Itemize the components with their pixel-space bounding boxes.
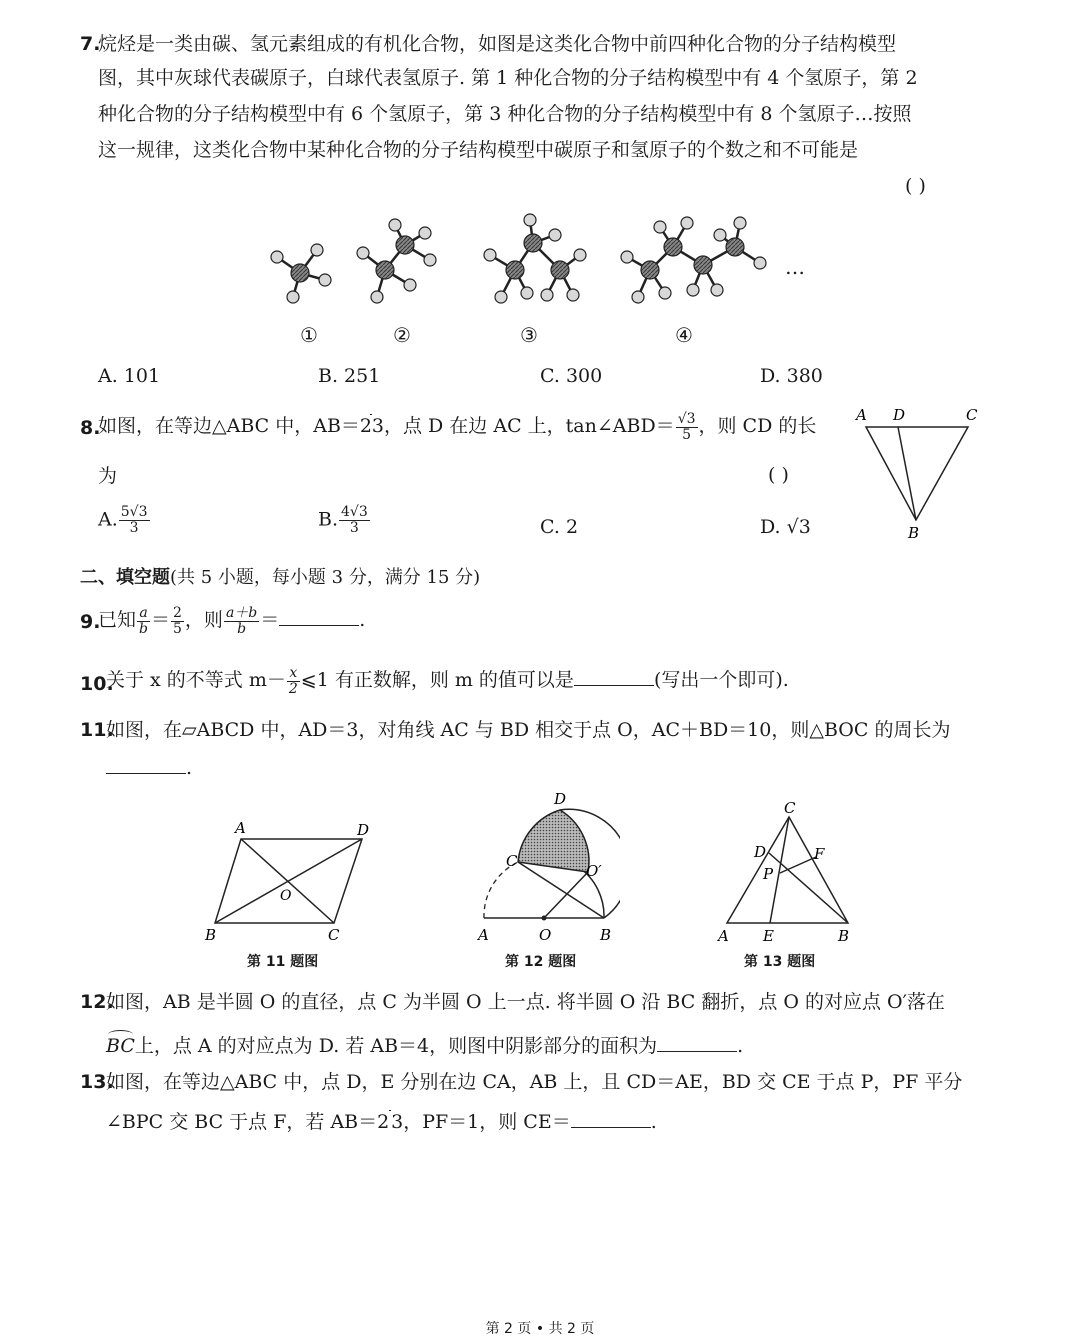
molecule-label-1: ① xyxy=(300,323,318,347)
q8-option-c: C. 2 xyxy=(540,516,579,538)
svg-text:D: D xyxy=(357,821,370,839)
svg-text:B: B xyxy=(600,926,612,944)
fig13-caption: 第 13 题图 xyxy=(744,954,816,970)
q13-number: 13. xyxy=(80,1071,114,1093)
molecule-label-3: ③ xyxy=(520,323,538,347)
q11-line-1: 如图，在▱ABCD 中，AD＝3，对角线 AC 与 BD 相交于点 O，AC＋BD＝10，则△BOC 的周长为 xyxy=(106,719,951,741)
q12-arc-bc: BC xyxy=(106,1035,135,1057)
q7-line-1: 烷烃是一类由碳、氢元素组成的有机化合物，如图是这类化合物中前四种化合物的分子结构模型 xyxy=(98,33,897,55)
q11-line-2: . xyxy=(106,752,192,784)
q8-tan-fraction: $\frac{√3}{5}$ xyxy=(677,410,696,443)
q10-line: 关于 x 的不等式 m－ $\frac{x}{2}$ ⩽1 有正数解，则 m 的值可以是 (写出一个即可). xyxy=(106,664,789,697)
svg-text:A: A xyxy=(718,927,729,945)
molecule-models-figure xyxy=(255,205,815,320)
q8-option-a: A. $\frac{5√3}{3}$ xyxy=(98,504,148,536)
molecule-label-2: ② xyxy=(393,323,411,347)
q12-answer-blank[interactable] xyxy=(657,1033,737,1052)
svg-text:E: E xyxy=(763,927,774,945)
svg-text:A: A xyxy=(478,926,489,944)
fig11-parallelogram xyxy=(195,815,380,945)
svg-text:O: O xyxy=(539,926,552,944)
q8-number: 8. xyxy=(80,417,101,439)
svg-text:C: C xyxy=(506,852,518,870)
q8-label-c: C xyxy=(966,406,978,424)
q7-line-3: 种化合物的分子结构模型中有 6 个氢原子，第 3 种化合物的分子结构模型中有 8 个氢原子…按照 xyxy=(98,103,912,125)
molecule-ellipsis: … xyxy=(785,255,805,279)
svg-text:C: C xyxy=(328,926,340,944)
page-footer: 第 2 页 • 共 2 页 xyxy=(485,1321,595,1337)
svg-text:B: B xyxy=(205,926,217,944)
svg-text:F: F xyxy=(814,845,825,863)
fig12-caption: 第 12 题图 xyxy=(505,954,577,970)
q7-number: 7. xyxy=(80,33,101,55)
q8-label-a: A xyxy=(856,406,867,424)
q7-option-a: A. 101 xyxy=(98,365,161,387)
q8-option-b: B. $\frac{4√3}{3}$ xyxy=(318,504,368,536)
svg-text:D: D xyxy=(554,790,567,808)
fig11-caption: 第 11 题图 xyxy=(247,954,319,970)
svg-text:O′: O′ xyxy=(586,862,602,880)
q13-line-2: ∠BPC 交 BC 于点 F，若 AB＝2 3，PF＝1，则 CE＝ . xyxy=(106,1111,657,1133)
q9-answer-blank[interactable] xyxy=(279,607,359,626)
q13-line-1: 如图，在等边△ABC 中，点 D，E 分别在边 CA，AB 上，且 CD＝AE，BD 交 CE 于点 P，PF 平分 xyxy=(106,1071,963,1093)
q7-answer-paren: ( ) xyxy=(905,175,926,197)
section-2-heading: 二、填空题(共 5 小题，每小题 3 分，满分 15 分) xyxy=(80,567,481,588)
q13-answer-blank[interactable] xyxy=(571,1109,651,1128)
q8-triangle-figure xyxy=(850,402,990,547)
q8-line-2: 为 xyxy=(98,465,118,487)
q10-answer-blank[interactable] xyxy=(574,667,654,686)
q12-line-1: 如图，AB 是半圆 O 的直径，点 C 为半圆 O 上一点. 将半圆 O 沿 BC 翻折，点 O 的对应点 O′落在 xyxy=(106,991,945,1013)
fig12-semicircle xyxy=(470,790,620,950)
svg-text:A: A xyxy=(235,819,246,837)
q8-answer-paren: ( ) xyxy=(768,464,789,486)
q8-label-d: D xyxy=(893,406,906,424)
q12-line-2: BC上，点 A 的对应点为 D. 若 AB＝4，则图中阴影部分的面积为 . xyxy=(106,1030,743,1062)
q7-option-d: D. 380 xyxy=(760,365,823,387)
fig13-triangle xyxy=(712,797,862,947)
q8-label-b: B xyxy=(908,524,920,542)
molecule-label-4: ④ xyxy=(675,323,693,347)
q7-line-4: 这一规律，这类化合物中某种化合物的分子结构模型中碳原子和氢原子的个数之和不可能是 xyxy=(98,139,859,161)
q7-option-b: B. 251 xyxy=(318,365,381,387)
q9-line: 已知 $\frac{a}{b}$ ＝ $\frac{2}{5}$ ，则 $\frac{a+b}{b}$ ＝ . xyxy=(98,604,366,637)
q7-option-c: C. 300 xyxy=(540,365,603,387)
q9-number: 9. xyxy=(80,611,101,633)
q10-number: 10. xyxy=(80,673,114,695)
q12-number: 12. xyxy=(80,991,114,1013)
q7-line-2: 图，其中灰球代表碳原子，白球代表氢原子. 第 1 种化合物的分子结构模型中有 4 个氢原子，第 2 xyxy=(98,67,918,89)
svg-text:C: C xyxy=(784,799,796,817)
svg-text:B: B xyxy=(838,927,850,945)
svg-text:D: D xyxy=(754,843,767,861)
q11-number: 11. xyxy=(80,719,114,741)
q8-line-1: 如图，在等边△ABC 中，AB＝2 3，点 D 在边 AC 上，tan∠ABD＝ $\frac{√3}{5}$ ，则 CD 的长 xyxy=(98,410,817,443)
svg-text:O: O xyxy=(280,888,292,904)
q8-option-d: D. √3 xyxy=(760,516,811,538)
q11-answer-blank[interactable] xyxy=(106,755,186,774)
svg-text:P: P xyxy=(763,865,774,883)
